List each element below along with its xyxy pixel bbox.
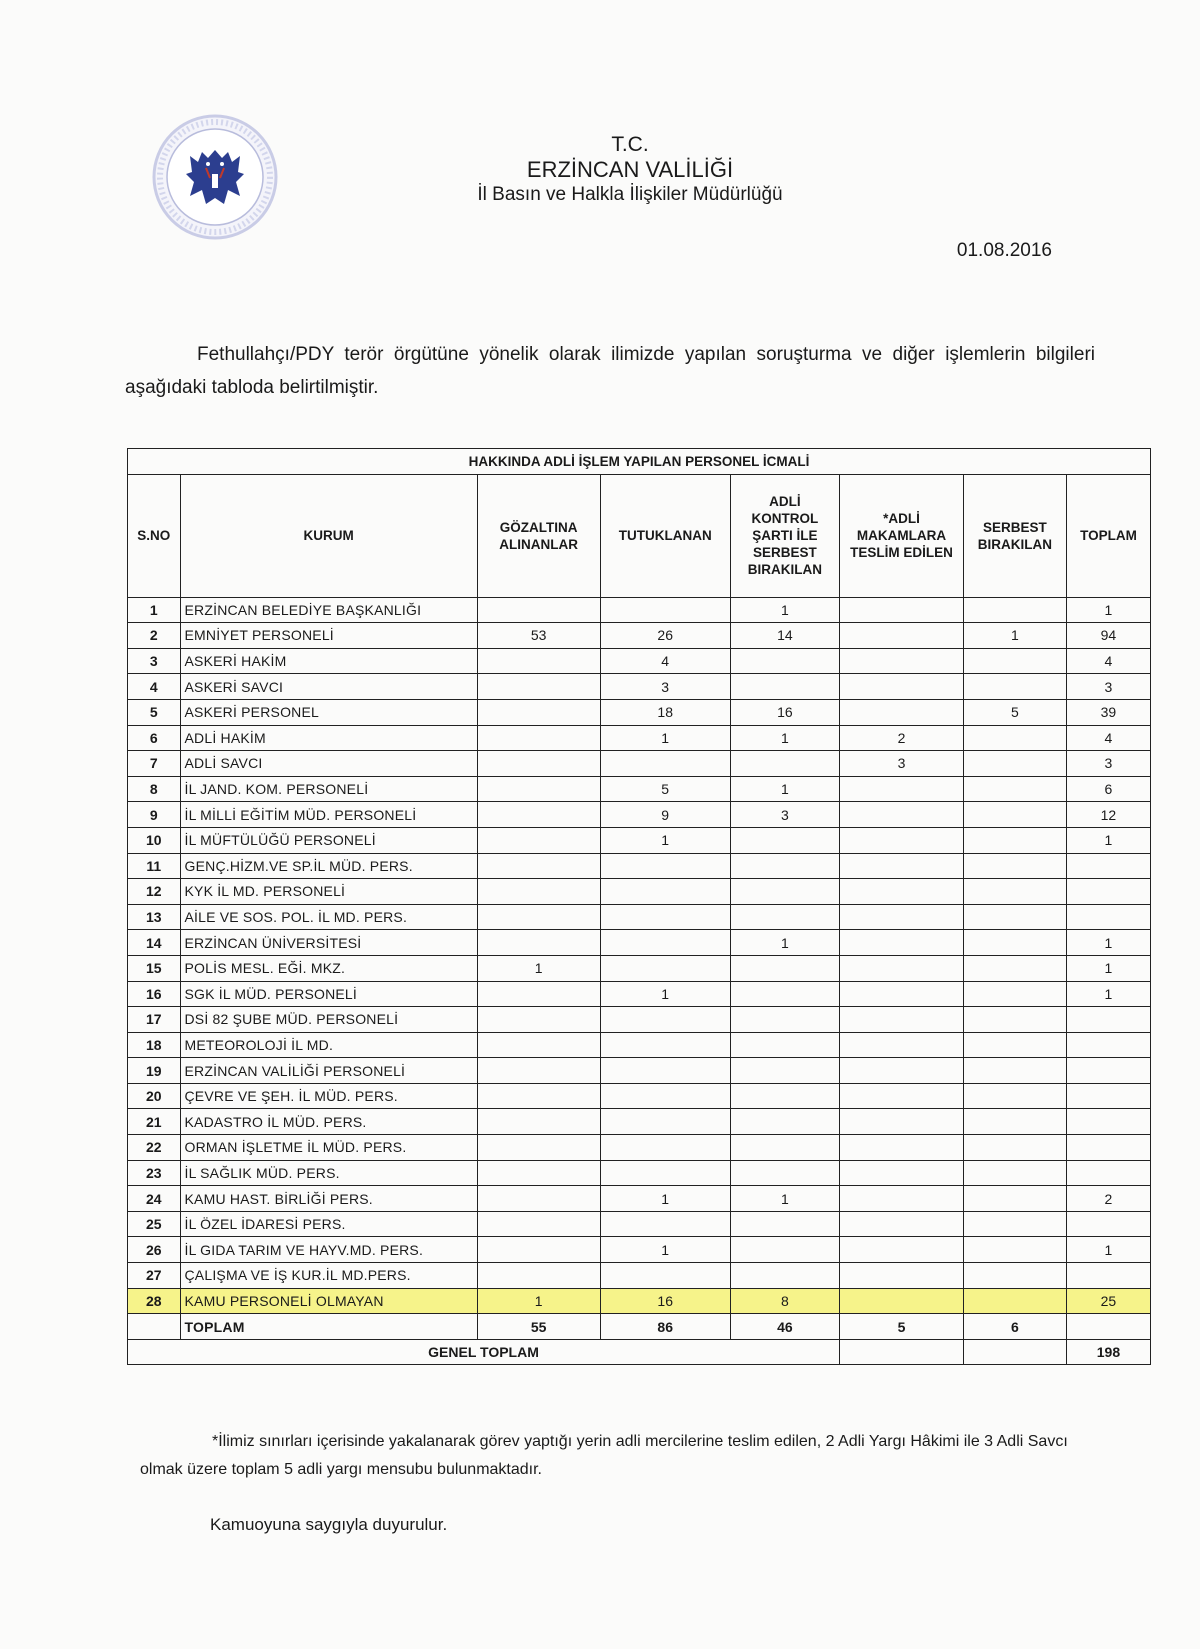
cell-serbest [963,1058,1066,1084]
cell-toplam: 1 [1066,597,1150,623]
cell-sno: 27 [128,1263,181,1289]
table-row [128,1032,1151,1058]
table-row [128,1007,1151,1033]
cell-serbest [963,1109,1066,1135]
cell-sno: 3 [128,648,181,674]
cell-serbest [963,802,1066,828]
grand-total-row [128,1339,1151,1365]
total-tutuklanan: 86 [600,1314,730,1340]
cell-adli-makam [840,1288,964,1314]
cell-toplam: 1 [1066,1237,1150,1263]
cell-adli-kontrol [730,853,839,879]
totals-row [128,1314,1151,1340]
cell-serbest [963,648,1066,674]
cell-toplam [1066,1058,1150,1084]
cell-toplam [1066,879,1150,905]
cell-tutuklanan: 26 [600,623,730,649]
cell-gozaltina [477,648,600,674]
cell-tutuklanan: 1 [600,1186,730,1212]
cell-toplam [1066,1083,1150,1109]
cell-toplam: 39 [1066,699,1150,725]
cell-serbest [963,1160,1066,1186]
cell-sno: 25 [128,1211,181,1237]
cell-sno: 28 [128,1288,181,1314]
cell-adli-makam [840,879,964,905]
cell-adli-makam [840,930,964,956]
table-row [128,623,1151,649]
cell-tutuklanan [600,1032,730,1058]
table-row [128,930,1151,956]
cell-tutuklanan [600,597,730,623]
cell-toplam [1066,904,1150,930]
cell-kurum: İL ÖZEL İDARESİ PERS. [180,1211,477,1237]
cell-adli-makam [840,827,964,853]
col-header-gozaltina: GÖZALTINA ALINANLAR [477,474,600,597]
cell-toplam: 3 [1066,751,1150,777]
grand-total-value: 198 [1066,1339,1150,1365]
cell-serbest [963,904,1066,930]
cell-sno: 1 [128,597,181,623]
cell-adli-kontrol [730,955,839,981]
cell-serbest [963,751,1066,777]
table-caption: HAKKINDA ADLİ İŞLEM YAPILAN PERSONEL İCMALİ [128,449,1151,475]
cell-gozaltina [477,1007,600,1033]
cell-adli-kontrol [730,1032,839,1058]
cell-toplam [1066,1032,1150,1058]
erzincan-governorship-seal [150,112,280,242]
table-row [128,853,1151,879]
cell-toplam: 1 [1066,930,1150,956]
col-header-kurum: KURUM [180,474,477,597]
cell-kurum: ERZİNCAN VALİLİĞİ PERSONELİ [180,1058,477,1084]
table-row [128,1288,1151,1314]
table-row [128,904,1151,930]
grand-total-label: GENEL TOPLAM [128,1339,840,1365]
cell-sno: 2 [128,623,181,649]
cell-adli-kontrol: 1 [730,930,839,956]
cell-tutuklanan [600,1083,730,1109]
cell-adli-makam [840,1058,964,1084]
total-serbest: 6 [963,1314,1066,1340]
cell-tutuklanan [600,1058,730,1084]
cell-sno: 20 [128,1083,181,1109]
cell-sno: 24 [128,1186,181,1212]
cell-sno: 13 [128,904,181,930]
cell-sno: 26 [128,1237,181,1263]
cell-adli-makam [840,623,964,649]
cell-serbest [963,853,1066,879]
cell-sno: 5 [128,699,181,725]
cell-adli-makam [840,1263,964,1289]
cell-kurum: AİLE VE SOS. POL. İL MD. PERS. [180,904,477,930]
cell-toplam [1066,1263,1150,1289]
cell-kurum: KAMU HAST. BİRLİĞİ PERS. [180,1186,477,1212]
document-date: 01.08.2016 [956,240,1052,261]
cell-kurum: İL GIDA TARIM VE HAYV.MD. PERS. [180,1237,477,1263]
cell-tutuklanan [600,904,730,930]
table-row [128,879,1151,905]
cell-tutuklanan [600,1211,730,1237]
cell-toplam: 6 [1066,776,1150,802]
total-gozaltina: 55 [477,1314,600,1340]
cell-tutuklanan: 5 [600,776,730,802]
document-header [380,133,880,207]
cell-toplam: 94 [1066,623,1150,649]
table-row [128,1237,1151,1263]
cell-adli-kontrol [730,1211,839,1237]
cell-kurum: KAMU PERSONELİ OLMAYAN [180,1288,477,1314]
cell-kurum: ERZİNCAN ÜNİVERSİTESİ [180,930,477,956]
cell-adli-kontrol: 1 [730,597,839,623]
table-row [128,802,1151,828]
cell-sno: 14 [128,930,181,956]
table-row [128,751,1151,777]
cell-adli-kontrol: 1 [730,1186,839,1212]
header-tc: T.C. [611,133,649,156]
cell-kurum: ASKERİ HAKİM [180,648,477,674]
cell-adli-kontrol: 16 [730,699,839,725]
cell-gozaltina [477,674,600,700]
cell-kurum: İL MİLLİ EĞİTİM MÜD. PERSONELİ [180,802,477,828]
cell-serbest [963,1007,1066,1033]
cell-tutuklanan [600,930,730,956]
cell-serbest [963,827,1066,853]
cell-sno: 17 [128,1007,181,1033]
table-row [128,981,1151,1007]
cell-sno: 11 [128,853,181,879]
footnote: *İlimiz sınırları içerisinde yakalanarak görev yaptığı yerin adli mercilerine teslim edilen, 2 Adli Yargı Hâkimi ile 3 Adli Savcı olmak üzere toplam 5 adli yargı mensubu bulunmaktadır. [140,1433,1068,1478]
cell-kurum: EMNİYET PERSONELİ [180,623,477,649]
cell-kurum: İL SAĞLIK MÜD. PERS. [180,1160,477,1186]
cell-serbest [963,1083,1066,1109]
cell-kurum: ÇALIŞMA VE İŞ KUR.İL MD.PERS. [180,1263,477,1289]
cell-gozaltina [477,802,600,828]
cell-tutuklanan [600,1007,730,1033]
cell-gozaltina [477,1186,600,1212]
cell-adli-makam [840,648,964,674]
cell-gozaltina [477,1211,600,1237]
cell-tutuklanan [600,751,730,777]
cell-adli-kontrol [730,904,839,930]
table-row [128,725,1151,751]
cell-kurum: ASKERİ PERSONEL [180,699,477,725]
table-row [128,674,1151,700]
cell-gozaltina [477,597,600,623]
cell-adli-kontrol: 1 [730,725,839,751]
cell-adli-makam [840,1211,964,1237]
cell-adli-makam [840,981,964,1007]
table-body [128,597,1151,1365]
cell-gozaltina: 53 [477,623,600,649]
cell-tutuklanan: 18 [600,699,730,725]
table-row [128,1058,1151,1084]
cell-kurum: METEOROLOJİ İL MD. [180,1032,477,1058]
cell-gozaltina [477,699,600,725]
cell-serbest [963,1135,1066,1161]
header-directorate: İl Basın ve Halkla İlişkiler Müdürlüğü [477,184,783,205]
cell-tutuklanan [600,1160,730,1186]
table-row [128,597,1151,623]
cell-tutuklanan: 1 [600,725,730,751]
cell-adli-kontrol [730,1083,839,1109]
cell-serbest [963,1186,1066,1212]
cell-adli-kontrol [730,648,839,674]
cell-kurum: ADLİ HAKİM [180,725,477,751]
cell-kurum: İL MÜFTÜLÜĞÜ PERSONELİ [180,827,477,853]
cell-adli-kontrol [730,1160,839,1186]
cell-gozaltina [477,1109,600,1135]
cell-tutuklanan: 4 [600,648,730,674]
cell-tutuklanan [600,1263,730,1289]
cell-adli-makam [840,776,964,802]
cell-adli-makam [840,1160,964,1186]
cell-adli-makam [840,1007,964,1033]
personnel-summary-table [127,448,1151,1365]
cell-toplam [1066,1160,1150,1186]
cell-serbest [963,1032,1066,1058]
cell-toplam: 12 [1066,802,1150,828]
header-governorship: ERZİNCAN VALİLİĞİ [526,157,734,182]
cell-kurum: KADASTRO İL MÜD. PERS. [180,1109,477,1135]
cell-toplam: 1 [1066,827,1150,853]
closing-line: Kamuoyuna saygıyla duyurulur. [210,1515,448,1534]
cell-gozaltina [477,776,600,802]
cell-adli-makam: 2 [840,725,964,751]
cell-serbest [963,1288,1066,1314]
table-row [128,1211,1151,1237]
cell-gozaltina [477,1032,600,1058]
cell-kurum: GENÇ.HİZM.VE SP.İL MÜD. PERS. [180,853,477,879]
cell-adli-kontrol [730,1263,839,1289]
cell-adli-kontrol: 1 [730,776,839,802]
cell-serbest [963,981,1066,1007]
table-row [128,1160,1151,1186]
cell-kurum: ÇEVRE VE ŞEH. İL MÜD. PERS. [180,1083,477,1109]
cell-toplam: 2 [1066,1186,1150,1212]
cell-serbest [963,1237,1066,1263]
cell-kurum: KYK İL MD. PERSONELİ [180,879,477,905]
table-row [128,776,1151,802]
cell-sno: 21 [128,1109,181,1135]
total-adli-kontrol: 46 [730,1314,839,1340]
cell-sno: 4 [128,674,181,700]
table-row [128,648,1151,674]
cell-gozaltina [477,751,600,777]
col-header-toplam: TOPLAM [1066,474,1150,597]
cell-sno: 23 [128,1160,181,1186]
cell-gozaltina [477,853,600,879]
cell-sno: 16 [128,981,181,1007]
cell-adli-makam [840,699,964,725]
cell-toplam [1066,1135,1150,1161]
cell-adli-makam [840,802,964,828]
cell-adli-kontrol [730,879,839,905]
table-row [128,1263,1151,1289]
cell-adli-kontrol: 14 [730,623,839,649]
cell-gozaltina [477,1058,600,1084]
cell-tutuklanan: 16 [600,1288,730,1314]
cell-adli-makam [840,904,964,930]
cell-tutuklanan [600,955,730,981]
cell-adli-kontrol: 8 [730,1288,839,1314]
cell-gozaltina [477,1160,600,1186]
cell-serbest [963,725,1066,751]
cell-adli-makam [840,597,964,623]
cell-kurum: ERZİNCAN BELEDİYE BAŞKANLIĞI [180,597,477,623]
cell-gozaltina [477,1135,600,1161]
col-header-sno: S.NO [128,474,181,597]
cell-serbest: 1 [963,623,1066,649]
cell-adli-kontrol [730,1237,839,1263]
table-row [128,827,1151,853]
cell-adli-makam [840,1109,964,1135]
cell-gozaltina [477,930,600,956]
cell-kurum: ASKERİ SAVCI [180,674,477,700]
cell-tutuklanan [600,1135,730,1161]
cell-tutuklanan: 1 [600,981,730,1007]
cell-gozaltina [477,827,600,853]
intro-paragraph: Fethullahçı/PDY terör örgütüne yönelik olarak ilimizde yapılan soruşturma ve diğer işlemlerin bilgileri aşağıdaki tabloda belirtilmiştir. [125,344,1095,398]
cell-adli-kontrol [730,981,839,1007]
cell-toplam: 1 [1066,955,1150,981]
cell-kurum: POLİS MESL. EĞİ. MKZ. [180,955,477,981]
cell-tutuklanan [600,853,730,879]
col-header-adli-makam: *ADLİ MAKAMLARA TESLİM EDİLEN [840,474,964,597]
table-row [128,1135,1151,1161]
cell-adli-kontrol [730,1109,839,1135]
cell-sno: 10 [128,827,181,853]
cell-serbest [963,597,1066,623]
cell-toplam [1066,1109,1150,1135]
table-row [128,699,1151,725]
cell-toplam: 3 [1066,674,1150,700]
cell-toplam [1066,853,1150,879]
cell-kurum: ORMAN İŞLETME İL MÜD. PERS. [180,1135,477,1161]
cell-serbest [963,1263,1066,1289]
cell-adli-kontrol: 3 [730,802,839,828]
cell-adli-kontrol [730,1058,839,1084]
cell-tutuklanan: 1 [600,827,730,853]
col-header-tutuklanan: TUTUKLANAN [600,474,730,597]
cell-kurum: SGK İL MÜD. PERSONELİ [180,981,477,1007]
cell-gozaltina [477,981,600,1007]
cell-gozaltina: 1 [477,955,600,981]
cell-adli-kontrol [730,674,839,700]
cell-gozaltina [477,1083,600,1109]
cell-serbest [963,879,1066,905]
cell-adli-makam [840,955,964,981]
cell-tutuklanan: 9 [600,802,730,828]
cell-toplam: 4 [1066,648,1150,674]
col-header-serbest: SERBEST BIRAKILAN [963,474,1066,597]
cell-serbest [963,955,1066,981]
cell-gozaltina: 1 [477,1288,600,1314]
cell-sno: 19 [128,1058,181,1084]
table-row [128,955,1151,981]
cell-serbest [963,776,1066,802]
cell-adli-kontrol [730,751,839,777]
cell-serbest [963,930,1066,956]
cell-toplam: 25 [1066,1288,1150,1314]
cell-adli-makam [840,853,964,879]
cell-sno: 18 [128,1032,181,1058]
cell-tutuklanan [600,879,730,905]
cell-adli-makam [840,1186,964,1212]
table-row [128,1083,1151,1109]
cell-adli-makam: 3 [840,751,964,777]
cell-serbest [963,674,1066,700]
cell-sno: 8 [128,776,181,802]
cell-sno: 7 [128,751,181,777]
cell-gozaltina [477,1237,600,1263]
cell-adli-makam [840,1135,964,1161]
cell-kurum: İL JAND. KOM. PERSONELİ [180,776,477,802]
cell-adli-kontrol [730,1007,839,1033]
table-row [128,1109,1151,1135]
table-row [128,1186,1151,1212]
cell-kurum: ADLİ SAVCI [180,751,477,777]
cell-sno: 9 [128,802,181,828]
cell-toplam: 4 [1066,725,1150,751]
cell-sno: 22 [128,1135,181,1161]
cell-sno: 6 [128,725,181,751]
total-adli-makam: 5 [840,1314,964,1340]
cell-adli-kontrol [730,1135,839,1161]
cell-serbest: 5 [963,699,1066,725]
cell-gozaltina [477,904,600,930]
cell-gozaltina [477,725,600,751]
cell-sno: 15 [128,955,181,981]
col-header-adli-kontrol: ADLİ KONTROL ŞARTI İLE SERBEST BIRAKILAN [730,474,839,597]
cell-serbest [963,1211,1066,1237]
cell-kurum: DSİ 82 ŞUBE MÜD. PERSONELİ [180,1007,477,1033]
cell-sno: 12 [128,879,181,905]
cell-toplam: 1 [1066,981,1150,1007]
cell-adli-makam [840,1237,964,1263]
totals-label: TOPLAM [180,1314,477,1340]
cell-gozaltina [477,1263,600,1289]
cell-tutuklanan [600,1109,730,1135]
cell-toplam [1066,1211,1150,1237]
cell-tutuklanan: 1 [600,1237,730,1263]
cell-gozaltina [477,879,600,905]
cell-adli-makam [840,674,964,700]
cell-tutuklanan: 3 [600,674,730,700]
cell-adli-kontrol [730,827,839,853]
cell-adli-makam [840,1032,964,1058]
cell-adli-makam [840,1083,964,1109]
cell-toplam [1066,1007,1150,1033]
